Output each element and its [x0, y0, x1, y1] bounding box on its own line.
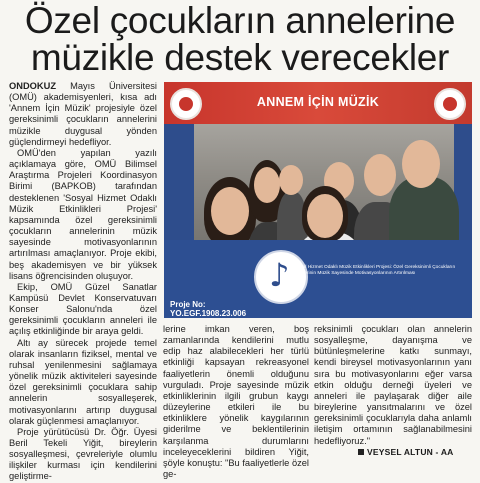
music-note-logo-icon — [254, 250, 308, 304]
paragraph: lerine imkan veren, boş zamanlarında kendilerini mutlu edip haz alabilecekleri her türlü etkinliği kapsayan rekreasyonel faaliyetlerin önemli olduğunu vurguladı. Proje sayesinde müzik etkinliklerinin ilgili grubun kaygı düzeylerine etkileri ile bu etkinliklere yönelik kaygılarının giderilme ve beklentilerinin karşılanma durumlarını inceleyeceklerini bildiren Yiğit, şöyle konuştu: "Bu faaliyetlerle özel ge- — [163, 324, 309, 480]
headline — [0, 2, 480, 76]
article-column-1 — [9, 81, 157, 483]
paragraph: OMÜ'den yapılan yazılı açıklamaya göre, OMÜ Bilimsel Araştırma Projeleri Koordinasyon Birimi (BAPKOB) tarafından desteklenen 'Sosyal Hizmet Odaklı Müzik Etkinlikleri Projesi' kapsamında özel gereksinimli çocukların annelerinin müzik sayesinde motivasyonlarının artırılması amaçlanıyor. Proje ekibi, beş akademisyen ve bir yüksek lisans öğrencisinden oluşuyor. — [9, 147, 157, 281]
banner-title: ANNEM İÇİN MÜZİK — [256, 95, 380, 109]
headline-line1: Özel çocukların annelerine — [24, 0, 456, 41]
project-number: Proje No: YO.EGF.1908.23.006 — [170, 300, 247, 318]
article-column-3 — [314, 324, 472, 447]
paragraph: Ekip, OMÜ Güzel Sanatlar Kampüsü Devlet Konservatuvarı Konser Salonu'nda özel gereksinimli çocukların anneleri ile açılış etkinliğinde bir araya geldi. — [9, 281, 157, 337]
article-photo — [164, 82, 472, 318]
project-sign-text: Sosyal Hizmet Odaklı Müzik Etkinlikleri Projesi: Özel Gereksinimli Çocukların Annelerinin Müzik Sayesinde Motivasyonlarının Artırılması — [292, 265, 456, 276]
paragraph: reksinimli çocukları olan annelerin sosyalleşme, dayanışma ve bütünleşmelerine katkı sunmayı, kendi bireysel motivasyonlarının yanı sıra bu motivasyonlarını eğer varsa etkin olduğu derneği üyeleri ve anneleri ile paylaşarak diğer aile bireylerine yansıtmalarını ve özel gereksinimli çocuklarıyla daha anlamlı iletişim ortamının sağlanabilmesini hedefliyoruz." — [314, 324, 472, 446]
lead-word: ONDOKUZ — [9, 81, 56, 91]
byline: VEYSEL ALTUN - AA — [358, 447, 454, 457]
bullet-square-icon — [358, 449, 364, 455]
paragraph: Altı ay sürecek projede temel olarak insanların fiziksel, mental ve ruhsal yenilenmesini sağlamaya yönelik müzik aktiviteleri sayesinde özel gereksinimli çocuklara sahip annelerin sosyalleşerek, motivasyonlarını artırıp duygusal olarak güçlenmesi amaçlanıyor. — [9, 337, 157, 426]
article-column-2 — [163, 324, 309, 480]
paragraph: ONDOKUZ Mayıs Üniversitesi (OMÜ) akademisyenleri, kısa adı 'Annem İçin Müzik' projesiyle özel gereksinimli çocukların annelerini müzikle duygusal yönden güçlendirmeyi hedefliyor. — [9, 81, 157, 147]
headline-line2: müzikle destek verecekler — [30, 37, 450, 78]
paragraph: Proje yürütücüsü Dr. Öğr. Üyesi Beril Tekeli Yiğit, bireylerin sosyalleşmesi, çevreleriyle olumlu ilişkiler kurması için kendilerini geliştirme- — [9, 426, 157, 482]
